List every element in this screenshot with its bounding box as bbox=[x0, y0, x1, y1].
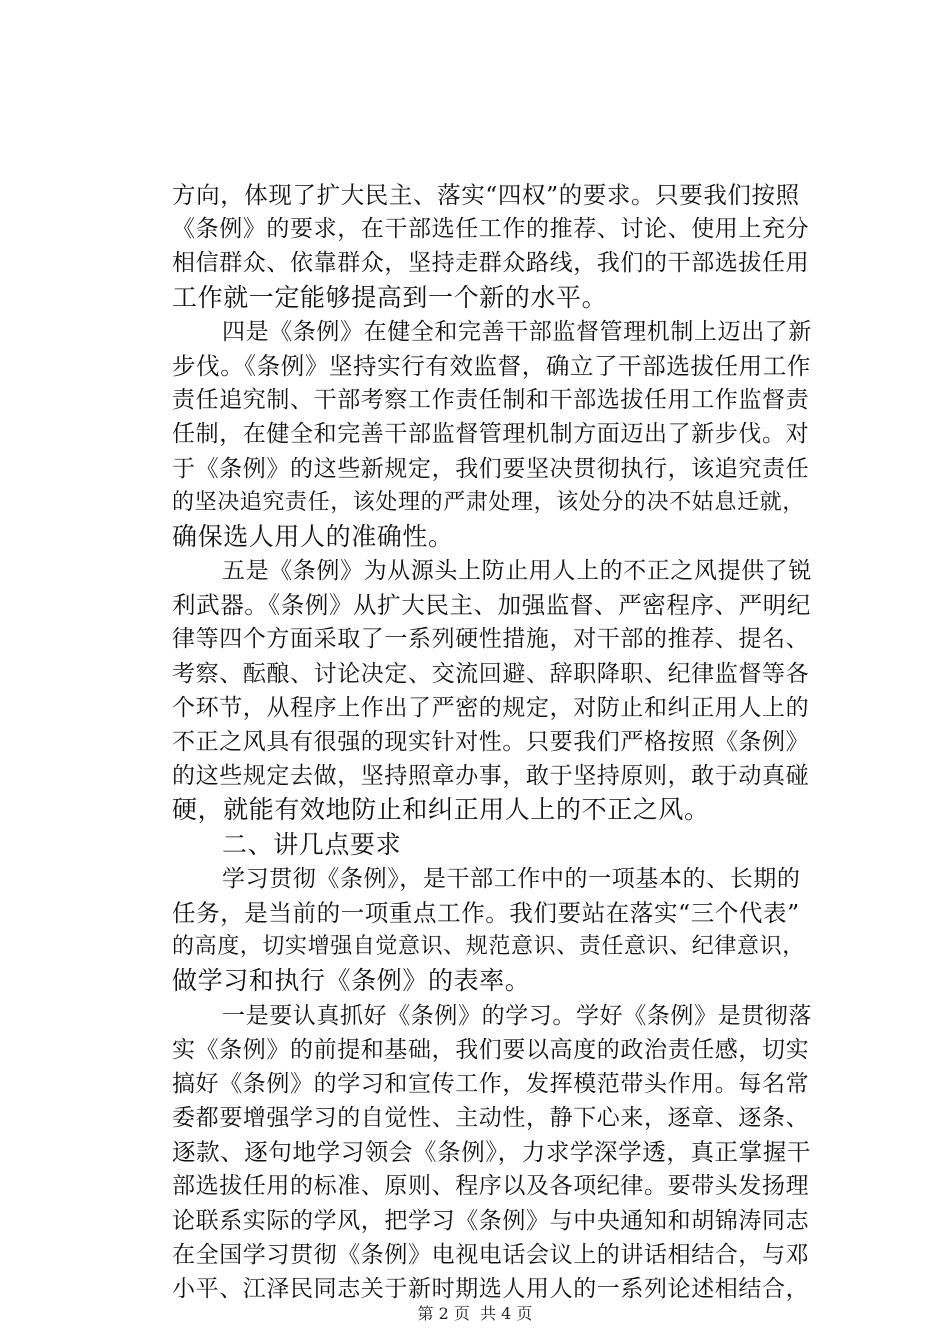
page-number-label: 第 2 页 共 4 页 bbox=[417, 1304, 533, 1323]
text-line: 于《条例》的这些新规定，我们要坚决贯彻执行，该追究责任 bbox=[172, 455, 810, 482]
text-line: 考察、酝酿、讨论决定、交流回避、辞职降职、纪律监督等各 bbox=[172, 660, 810, 687]
text-line: 委都要增强学习的自觉性、主动性，静下心来，逐章、逐条、 bbox=[172, 1105, 810, 1132]
text-line: 工作就一定能够提高到一个新的水平。 bbox=[172, 282, 608, 312]
text-line: 实《条例》的前提和基础，我们要以高度的政治责任感，切实 bbox=[172, 1036, 810, 1063]
text-line: 确保选人用人的准确性。 bbox=[172, 521, 454, 551]
text-line: 责任追究制、干部考察工作责任制和干部选拔任用工作监督责 bbox=[172, 387, 810, 414]
text-line: 利武器。《条例》从扩大民主、加强监督、严密程序、严明纪 bbox=[172, 591, 811, 620]
text-line: 不正之风具有很强的现实针对性。只要我们严格按照《条例》 bbox=[172, 729, 810, 755]
text-line: 《条例》的要求，在干部选任工作的推荐、讨论、使用上充分 bbox=[172, 216, 810, 243]
text-line: 步伐。《条例》坚持实行有效监督，确立了干部选拔任用工作 bbox=[172, 351, 811, 380]
text-line: 任务，是当前的一项重点工作。我们要站在落实“三个代表” bbox=[172, 898, 800, 927]
text-line: 律等四个方面采取了一系列硬性措施，对干部的推荐、提名、 bbox=[172, 626, 810, 653]
text-line: 部选拔任用的标准、原则、程序以及各项纪律。要带头发扬理 bbox=[172, 1173, 810, 1200]
text-line: 做学习和执行《条例》的表率。 bbox=[172, 966, 531, 996]
text-line: 一是要认真抓好《条例》的学习。学好《条例》是贯彻落 bbox=[222, 1002, 812, 1029]
text-line: 五是《条例》为从源头上防止用人上的不正之风提供了锐 bbox=[222, 558, 812, 585]
text-line: 个环节，从程序上作出了严密的规定，对防止和纠正用人上的 bbox=[172, 694, 810, 721]
text-line: 的这些规定去做，坚持照章办事，敢于坚持原则，敢于动真碰 bbox=[172, 763, 810, 790]
text-line: 搞好《条例》的学习和宣传工作，发挥模范带头作用。每名常 bbox=[172, 1070, 810, 1097]
text-line: 学习贯彻《条例》，是干部工作中的一项基本的、长期的 bbox=[222, 865, 801, 892]
text-line: 在全国学习贯彻《条例》电视电话会议上的讲话相结合，与邓 bbox=[172, 1241, 810, 1268]
text-line: 相信群众、依靠群众，坚持走群众路线，我们的干部选拔任用 bbox=[172, 250, 810, 277]
text-line: 小平、江泽民同志关于新时期选人用人的一系列论述相结合， bbox=[172, 1276, 810, 1302]
text-line: 四是《条例》在健全和完善干部监督管理机制上迈出了新 bbox=[222, 318, 812, 345]
text-line: 硬，就能有效地防止和纠正用人上的不正之风。 bbox=[172, 795, 710, 825]
text-line: 论联系实际的学风，把学习《条例》与中央通知和胡锦涛同志 bbox=[172, 1207, 810, 1234]
text-line: 的坚决追究责任，该处理的严肃处理，该处分的决不姑息迁就， bbox=[172, 489, 805, 515]
text-line: 方向，体现了扩大民主、落实“四权”的要求。只要我们按照 bbox=[172, 181, 800, 209]
text-line: 的高度，切实增强自觉意识、规范意识、责任意识、纪律意识， bbox=[172, 934, 805, 960]
text-line: 任制，在健全和完善干部监督管理机制方面迈出了新步伐。对 bbox=[172, 421, 810, 448]
text-line: 二、讲几点要求 bbox=[222, 829, 402, 859]
document-body bbox=[172, 178, 812, 1306]
page-footer bbox=[0, 1304, 950, 1324]
text-line: 逐款、逐句地学习领会《条例》，力求学深学透，真正掌握干 bbox=[172, 1138, 811, 1167]
